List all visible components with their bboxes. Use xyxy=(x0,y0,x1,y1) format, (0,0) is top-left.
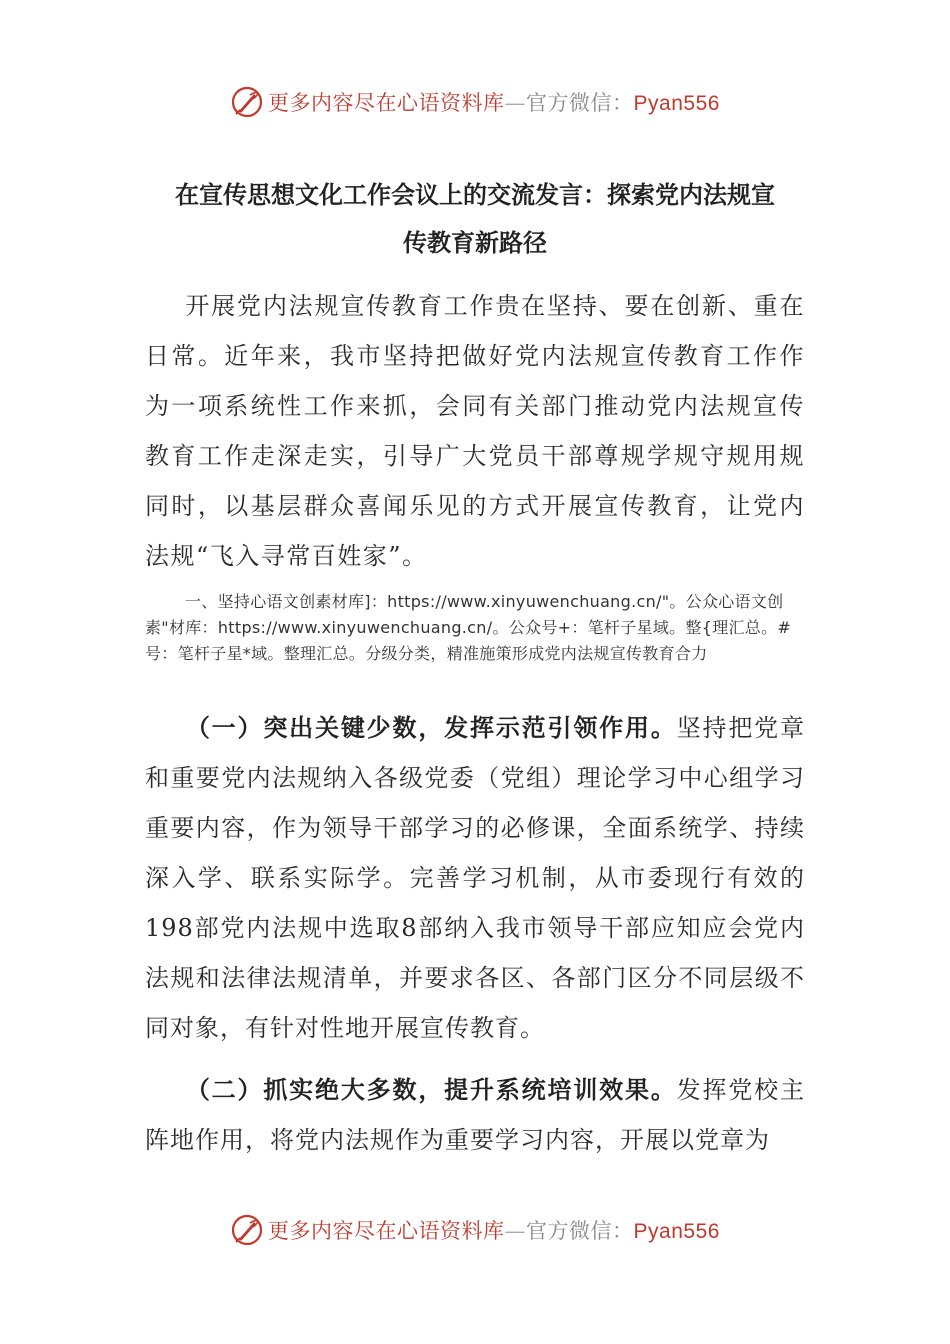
watermark-site: 更多内容尽在心语资料库 xyxy=(268,1219,505,1243)
watermark-wechat-id: Pyan556 xyxy=(633,92,720,115)
section1-heading xyxy=(145,589,805,667)
document-title-line2: 传教育新路径 xyxy=(403,229,547,257)
subsection-paragraph-2 xyxy=(145,1065,805,1165)
section1-heading-text: 一、坚持心语文创素材库]：https://www.xinyuwenchuang.cn/"。公众心语文创素"材库：https://www.xinyuwenchuang.cn/。公众号+：笔杆子星域。整{理汇总。#号：笔杆子星*域。整理汇总。分级分类，精准施策形成党内法规宣传教育合力 xyxy=(145,592,792,663)
watermark-wechat-id: Pyan556 xyxy=(633,1220,720,1243)
quill-logo-icon xyxy=(230,85,264,119)
watermark-banner-bottom xyxy=(0,1208,950,1252)
watermark-separator: — xyxy=(504,1219,527,1243)
subsection-2-body: 发挥党校主阵地作用，将党内法规作为重要学习内容，开展以党章为 xyxy=(145,1076,806,1154)
watermark-text xyxy=(268,1215,720,1245)
intro-paragraph xyxy=(145,281,805,581)
quill-logo-icon xyxy=(230,1213,264,1247)
watermark-text xyxy=(268,87,720,117)
watermark-separator: — xyxy=(504,91,527,115)
watermark-banner-top xyxy=(0,80,950,124)
document-title-line1: 在宣传思想文化工作会议上的交流发言：探索党内法规宣 xyxy=(175,181,775,209)
intro-text: 开展党内法规宣传教育工作贵在坚持、要在创新、重在日常。近年来，我市坚持把做好党内法规宣传教育工作作为一项系统性工作来抓，会同有关部门推动党内法规宣传教育工作走深走实，引导广大党员干部尊规学规守规用规同时，以基层群众喜闻乐见的方式开展宣传教育，让党内法规“飞入寻常百姓家”。 xyxy=(145,292,805,570)
subsection-1-body: 坚持把党章和重要党内法规纳入各级党委（党组）理论学习中心组学习重要内容，作为领导干部学习的必修课，全面系统学、持续深入学、联系实际学。完善学习机制，从市委现行有效的198部党内法规中选取8部纳入我市领导干部应知应会党内法规和法律法规清单，并要求各区、各部门区分不同层级不同对象，有针对性地开展宣传教育。 xyxy=(145,714,806,1042)
watermark-site: 更多内容尽在心语资料库 xyxy=(268,91,505,115)
subsection-2-lead: （二）抓实绝大多数，提升系统培训效果。 xyxy=(185,1076,677,1104)
watermark-wechat-label: 官方微信： xyxy=(526,1219,634,1243)
subsection-paragraph-1 xyxy=(145,703,805,1053)
subsection-1-lead: （一）突出关键少数，发挥示范引领作用。 xyxy=(185,714,677,742)
watermark-wechat-label: 官方微信： xyxy=(526,91,634,115)
